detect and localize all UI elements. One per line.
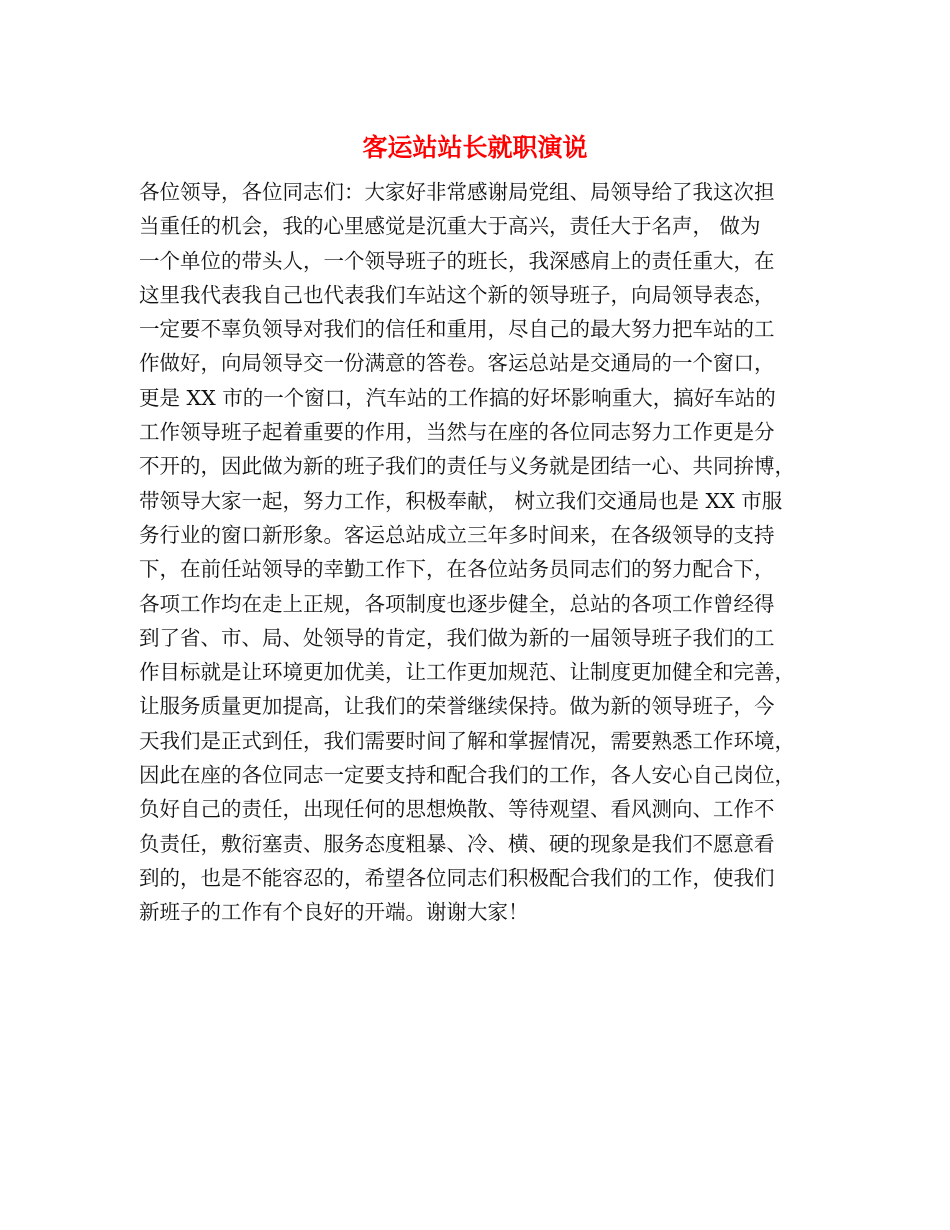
body-line: 各位领导，各位同志们：大家好非常感谢局党组、局领导给了我这次担	[139, 180, 775, 204]
body-line: 负责任，敷衍塞责、服务态度粗暴、冷、横、硬的现象是我们不愿意看	[139, 831, 775, 856]
body-line: 当重任的机会，我的心里感觉是沉重大于高兴，责任大于名声， 做为	[139, 214, 761, 239]
body-line: 这里我代表我自己也代表我们车站这个新的领导班子，向局领导表态，	[139, 282, 775, 307]
body-line: 因此在座的各位同志一定要支持和配合我们的工作，各人安心自己岗位，	[139, 763, 795, 788]
body-line: 务行业的窗口新形象。客运总站成立三年多时间来，在各级领导的支持	[139, 522, 775, 547]
body-line: 一定要不辜负领导对我们的信任和重用，尽自己的最大努力把车站的工	[139, 317, 775, 342]
body-line: 让服务质量更加提高，让我们的荣誉继续保持。做为新的领导班子，今	[139, 694, 775, 719]
body-line: 天我们是正式到任，我们需要时间了解和掌握情况，需要熟悉工作环境，	[139, 728, 795, 753]
body-line: 各项工作均在走上正规，各项制度也逐步健全，总站的各项工作曾经得	[139, 591, 775, 616]
body-line: 不开的，因此做为新的班子我们的责任与义务就是团结一心、共同拚博，	[139, 454, 795, 479]
body-line: 到的，也是不能容忍的，希望各位同志们积极配合我们的工作，使我们	[139, 865, 775, 890]
body-line: 作做好，向局领导交一份满意的答卷。客运总站是交通局的一个窗口，	[139, 351, 775, 376]
body-line: 到了省、市、局、处领导的肯定，我们做为新的一届领导班子我们的工	[139, 625, 775, 650]
body-line: 负好自己的责任，出现任何的思想焕散、等待观望、看风测向、工作不	[139, 797, 775, 822]
body-line: 带领导大家一起，努力工作，积极奉献， 树立我们交通局也是 XX 市服	[139, 488, 783, 513]
body-line: 新班子的工作有个良好的开端。谢谢大家！	[139, 900, 529, 925]
document-title: 客运站站长就职演说	[362, 133, 588, 162]
body-line: 作目标就是让环境更加优美，让工作更加规范、让制度更加健全和完善，	[139, 660, 795, 685]
document-body	[139, 175, 829, 930]
body-line: 工作领导班子起着重要的作用，当然与在座的各位同志努力工作更是分	[139, 420, 775, 445]
body-line: 下，在前任站领导的幸勤工作下，在各位站务员同志们的努力配合下，	[139, 557, 775, 582]
body-line: 更是 XX 市的一个窗口，汽车站的工作搞的好坏影响重大，搞好车站的	[139, 385, 776, 410]
body-line: 一个单位的带头人，一个领导班子的班长，我深感肩上的责任重大，在	[139, 248, 775, 273]
